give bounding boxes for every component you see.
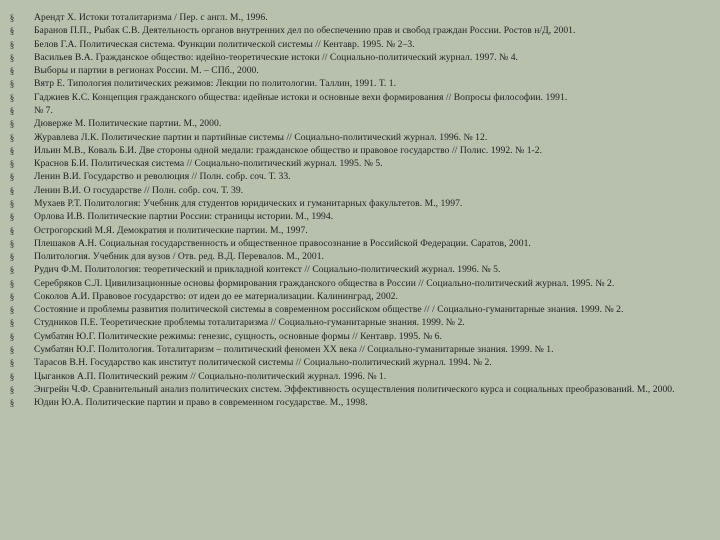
reference-item [8,264,710,277]
reference-item [8,357,710,370]
reference-item [8,158,710,171]
reference-item [8,371,710,384]
reference-item [8,331,710,344]
reference-item [8,39,710,52]
bullet-icon: § [9,198,15,209]
bullet-icon: § [9,39,15,50]
bullet-icon: § [9,66,15,77]
reference-item [8,238,710,251]
reference-item [8,132,710,145]
bullet-icon: § [9,358,15,369]
reference-text: Состояние и проблемы развития политической системы в современном российском обществе // / Социально-гуманитарные знания. 1999. № 2. [34,304,624,316]
reference-item [8,384,710,397]
bullet-icon: § [9,398,15,409]
reference-text: Дюверже М. Политические партии. М., 2000. [34,118,222,130]
reference-text: Ленин В.И. О государстве // Полн. собр. соч. Т. 39. [34,184,244,196]
bullet-icon: § [9,13,15,23]
reference-item [8,12,710,25]
reference-text: Серебряков С.Л. Цивилизационные основы формирования гражданского общества в России // Социально-политический журнал. 1995. № 2. [34,277,615,289]
bullet-icon: § [9,119,15,130]
bullet-icon: § [9,305,15,316]
reference-text: Ильин М.В., Коваль Б.И. Две стороны одной медали: гражданское общество и правовое государство // Полис. 1992. № 1-2. [34,144,543,156]
reference-text: Политология. Учебник для вузов / Отв. ред. В.Д. Перевалов. М., 2001. [34,251,325,263]
reference-item [8,25,710,38]
bullet-icon: § [9,92,15,103]
reference-text: Ленин В.И. Государство и революция // Полн. собр. соч. Т. 33. [34,171,291,183]
reference-text: Цыганков А.П. Политический режим // Социально-политический журнал. 1996. № 1. [34,370,387,382]
reference-text: Орлова И.В. Политические партии России: страницы истории. М., 1994. [34,211,334,223]
reference-item [8,344,710,357]
reference-text: Арендт Х. Истоки тоталитаризма / Пер. с англ. М., 1996. [34,12,268,23]
reference-item [8,118,710,131]
reference-item [8,198,710,211]
reference-text: Баранов П.П., Рыбак С.В. Деятельность органов внутренних дел по обеспечению прав и свобод граждан России. Ростов н/Д, 2001. [34,25,576,37]
bullet-icon: § [9,331,15,342]
reference-text: Васильев В.А. Гражданское общество: идейно-теоретические истоки // Социально-политический журнал. 1997. № 4. [34,51,519,63]
bullet-icon: § [9,225,15,236]
reference-item [8,145,710,158]
reference-item [8,78,710,91]
reference-text: Белов Г.А. Политическая система. Функции политической системы // Кентавр. 1995. № 2–3. [34,38,415,50]
reference-text: Рудич Ф.М. Политология: теоретический и прикладной контекст // Социально-политический журнал. 1996. № 5. [34,264,501,276]
reference-text: Вятр Е. Типология политических режимов: Лекции по политологии. Таллин, 1991. Т. 1. [34,78,397,90]
reference-item [8,65,710,78]
bullet-icon: § [9,26,15,37]
bullet-icon: § [9,291,15,302]
reference-item [8,171,710,184]
bullet-icon: § [9,185,15,196]
reference-text: № 7. [34,104,53,116]
reference-text: Юдин Ю.А. Политические партии и право в современном государстве. М., 1998. [34,397,368,409]
reference-text: Сумбатян Ю.Г. Политические режимы: генезис, сущность, основные формы // Кентавр. 1995. № 6. [34,330,442,342]
bullet-icon: § [9,132,15,143]
bullet-icon: § [9,159,15,170]
reference-item [8,92,710,105]
bullet-icon: § [9,172,15,183]
reference-item [8,304,710,317]
bullet-icon: § [9,79,15,90]
reference-item [8,291,710,304]
bullet-icon: § [9,252,15,263]
reference-text: Гаджиев К.С. Концепция гражданского общества: идейные истоки и основные вехи формирования // Вопросы философии. 1991. [34,91,568,103]
reference-text: Мухаев Р.Т. Политология: Учебник для студентов юридических и гуманитарных факультетов. М., 1997. [34,197,463,209]
reference-item [8,278,710,291]
bullet-icon: § [9,371,15,382]
reference-text: Энгрейн Ч.Ф. Сравнительный анализ политических систем. Эффективность осуществления политического курса и социальных преобразований. М., 2000. [34,383,675,395]
bullet-icon: § [9,212,15,223]
reference-text: Сумбатян Ю.Г. Политология. Тоталитаризм – политический феномен ХХ века // Социально-гуманитарные знания. 1999. № 1. [34,344,554,356]
reference-item [8,52,710,65]
bullet-icon: § [9,105,15,116]
bullet-icon: § [9,384,15,395]
reference-item [8,225,710,238]
bullet-icon: § [9,238,15,249]
reference-text: Плешаков А.Н. Социальная государственность и общественное правосознание в Российской Федерации. Саратов, 2001. [34,237,531,249]
reference-item [8,185,710,198]
reference-text: Краснов Б.И. Политическая система // Социально-политический журнал. 1995. № 5. [34,158,383,170]
reference-text: Острогорский М.Я. Демократия и политические партии. М., 1997. [34,224,308,236]
reference-text: Тарасов В.Н. Государство как институт политической системы // Социально-политический журнал. 1994. № 2. [34,357,492,369]
reference-item [8,251,710,264]
reference-item [8,397,710,410]
bullet-icon: § [9,345,15,356]
bullet-icon: § [9,145,15,156]
reference-text: Выборы и партии в регионах России. М. – СПб., 2000. [34,65,259,77]
reference-text: Журавлева Л.К. Политические партии и партийные системы // Социально-политический журнал. 1996. № 12. [34,131,488,143]
reference-text: Соколов А.И. Правовое государство: от идеи до ее материализации. Калининград, 2002. [34,290,398,302]
reference-item [8,317,710,330]
bullet-icon: § [9,318,15,329]
reference-item [8,105,710,118]
bullet-icon: § [9,265,15,276]
bullet-icon: § [9,278,15,289]
bullet-icon: § [9,52,15,63]
reference-item [8,211,710,224]
reference-text: Студников П.Е. Теоретические проблемы тоталитаризма // Социально-гуманитарные знания. 1999. № 2. [34,317,465,329]
reference-list [8,12,710,410]
